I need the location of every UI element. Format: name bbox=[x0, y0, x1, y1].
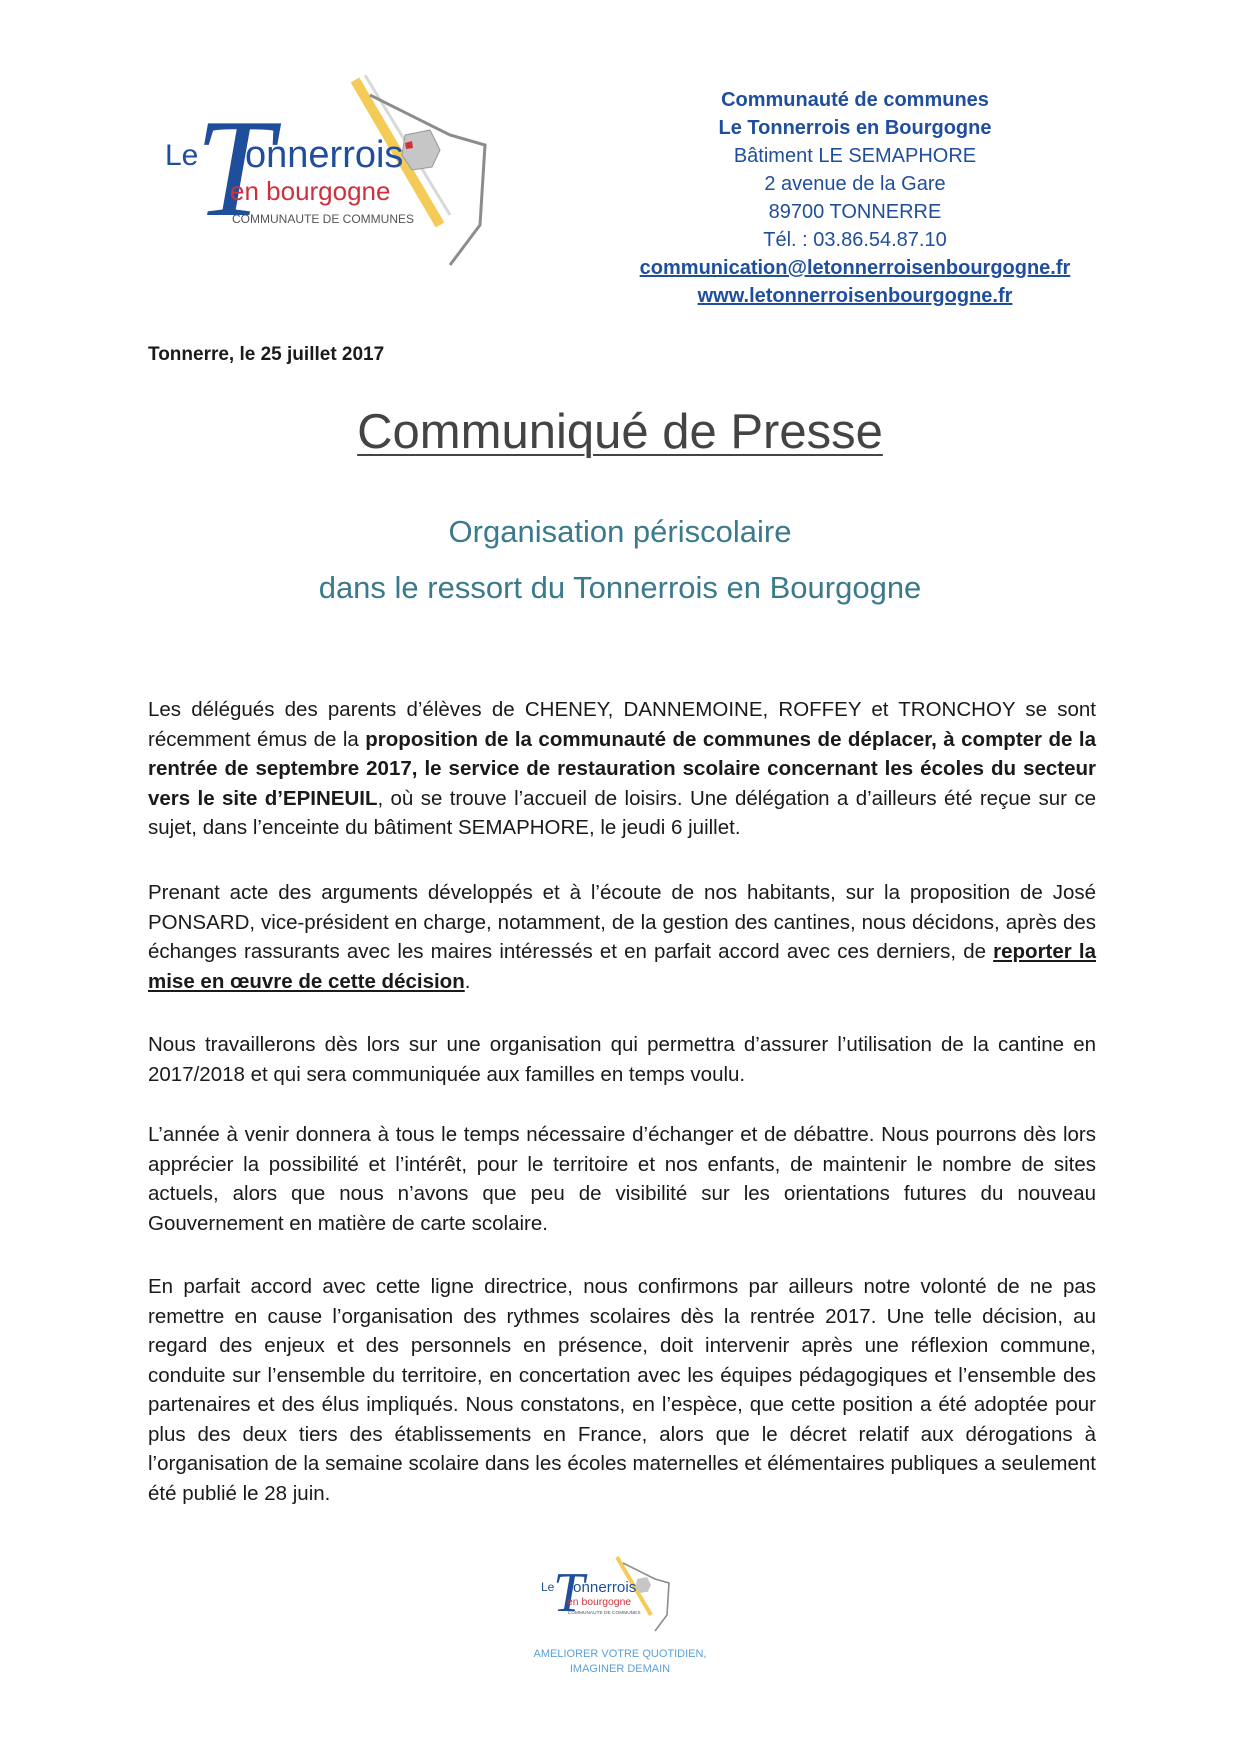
p1-text-c: , où se trouve l’accueil de loisirs. Une délégation a d’ailleurs été reçue sur ce sujet, dans l’enceinte du bâtiment SEMAPHORE, le jeudi 6 juillet. bbox=[148, 786, 1096, 839]
subtitle-line2: dans le ressort du Tonnerrois en Bourgogne bbox=[318, 570, 922, 605]
logo-map-region bbox=[402, 130, 440, 170]
address-building: Bâtiment LE SEMAPHORE bbox=[733, 145, 977, 167]
tonnerrois-logo bbox=[150, 75, 550, 275]
svg-text:en bourgogne: en bourgogne bbox=[567, 1597, 632, 1608]
tagline-line2: IMAGINER DEMAIN bbox=[569, 1663, 671, 1675]
address-city: 89700 TONNERRE bbox=[768, 201, 942, 223]
svg-text:onnerrois: onnerrois bbox=[573, 1578, 637, 1596]
logo-text-t: T bbox=[195, 91, 273, 246]
org-name-line1: Communauté de communes bbox=[721, 89, 989, 111]
phone-number: Tél. : 03.86.54.87.10 bbox=[763, 229, 947, 251]
p2-text-c: . bbox=[464, 969, 471, 993]
address-street: 2 avenue de la Gare bbox=[764, 173, 946, 195]
logo-text-cc: COMMUNAUTE DE COMMUNES bbox=[232, 212, 414, 226]
tagline bbox=[0, 1647, 1240, 1677]
page-title bbox=[0, 404, 1240, 460]
paragraph-4: L’année à venir donnera à tous le temps nécessaire d’échanger et de débattre. Nous pourrons dès lors apprécier la possibilité et l’intérêt, pour le territoire et nos enfants, de maintenir le nombre de sites actuels, alors que nous n’avons que peu de visibilité sur les orientations futures du nouveau Gouvernement en matière de carte scolaire. bbox=[148, 1123, 1096, 1235]
org-name-line2: Le Tonnerrois en Bourgogne bbox=[718, 117, 992, 139]
tagline-line1: AMELIORER VOTRE QUOTIDIEN, bbox=[533, 1648, 707, 1660]
document-date: Tonnerre, le 25 juillet 2017 bbox=[148, 344, 385, 365]
paragraph-2 bbox=[148, 878, 1096, 996]
tonnerrois-logo-small bbox=[535, 1555, 695, 1635]
paragraph-3: Nous travaillerons dès lors sur une organisation qui permettra d’assurer l’utilisation de la cantine en 2017/2018 et qui sera communiquée aux familles en temps voulu. bbox=[148, 1033, 1096, 1086]
p2-underlined: reporter la mise en œuvre de cette décision bbox=[148, 940, 1096, 993]
logo-text-onnerrois: onnerrois bbox=[245, 134, 404, 176]
paragraph-1 bbox=[148, 695, 1096, 843]
svg-text:Le: Le bbox=[541, 1580, 555, 1594]
p1-bold: proposition de la communauté de communes de déplacer, à compter de la rentrée de septembre 2017, le service de restauration scolaire concernant les écoles du secteur vers le site d’EPINEUIL bbox=[148, 727, 1096, 810]
p2-text-a: Prenant acte des arguments développés et à l’écoute de nos habitants, sur la proposition de José PONSARD, vice-président en charge, notamment, de la gestion des cantines, nous décidons, après des échanges rassurants avec les maires intéressés et en parfait accord avec ces derniers, de bbox=[148, 881, 1096, 963]
contact-block bbox=[590, 86, 1120, 310]
svg-text:T: T bbox=[553, 1562, 585, 1624]
page-title-text: Communiqué de Presse bbox=[357, 405, 883, 459]
logo-text-le: Le bbox=[165, 139, 199, 172]
logo-text-bourgogne: en bourgogne bbox=[230, 176, 391, 206]
website-link[interactable]: www.letonnerroisenbourgogne.fr bbox=[697, 285, 1013, 307]
subtitle-line1: Organisation périscolaire bbox=[448, 514, 792, 549]
svg-text:COMMUNAUTE DE COMMUNES: COMMUNAUTE DE COMMUNES bbox=[567, 1611, 641, 1617]
p1-text-a: Les délégués des parents d’élèves de CHENEY, DANNEMOINE, ROFFEY et TRONCHOY se sont récemment émus de la bbox=[148, 698, 1096, 751]
email-link[interactable]: communication@letonnerroisenbourgogne.fr bbox=[639, 257, 1071, 279]
paragraph-5: En parfait accord avec cette ligne directrice, nous confirmons par ailleurs notre volonté de ne pas remettre en cause l’organisation des rythmes scolaires dès la rentrée 2017. Une telle décision, au regard des enjeux et des personnels en présence, doit intervenir après une réflexion commune, conduite sur l’ensemble du territoire, en concertation avec les équipes pédagogiques et l’ensemble des partenaires et des élus impliqués. Nous constatons, en l’espèce, que cette position a été adoptée pour plus des deux tiers des établissements en France, alors que le décret relatif aux dérogations à l’organisation de la semaine scolaire dans les écoles maternelles et élémentaires publiques a seulement été publié le 28 juin. bbox=[148, 1275, 1096, 1505]
